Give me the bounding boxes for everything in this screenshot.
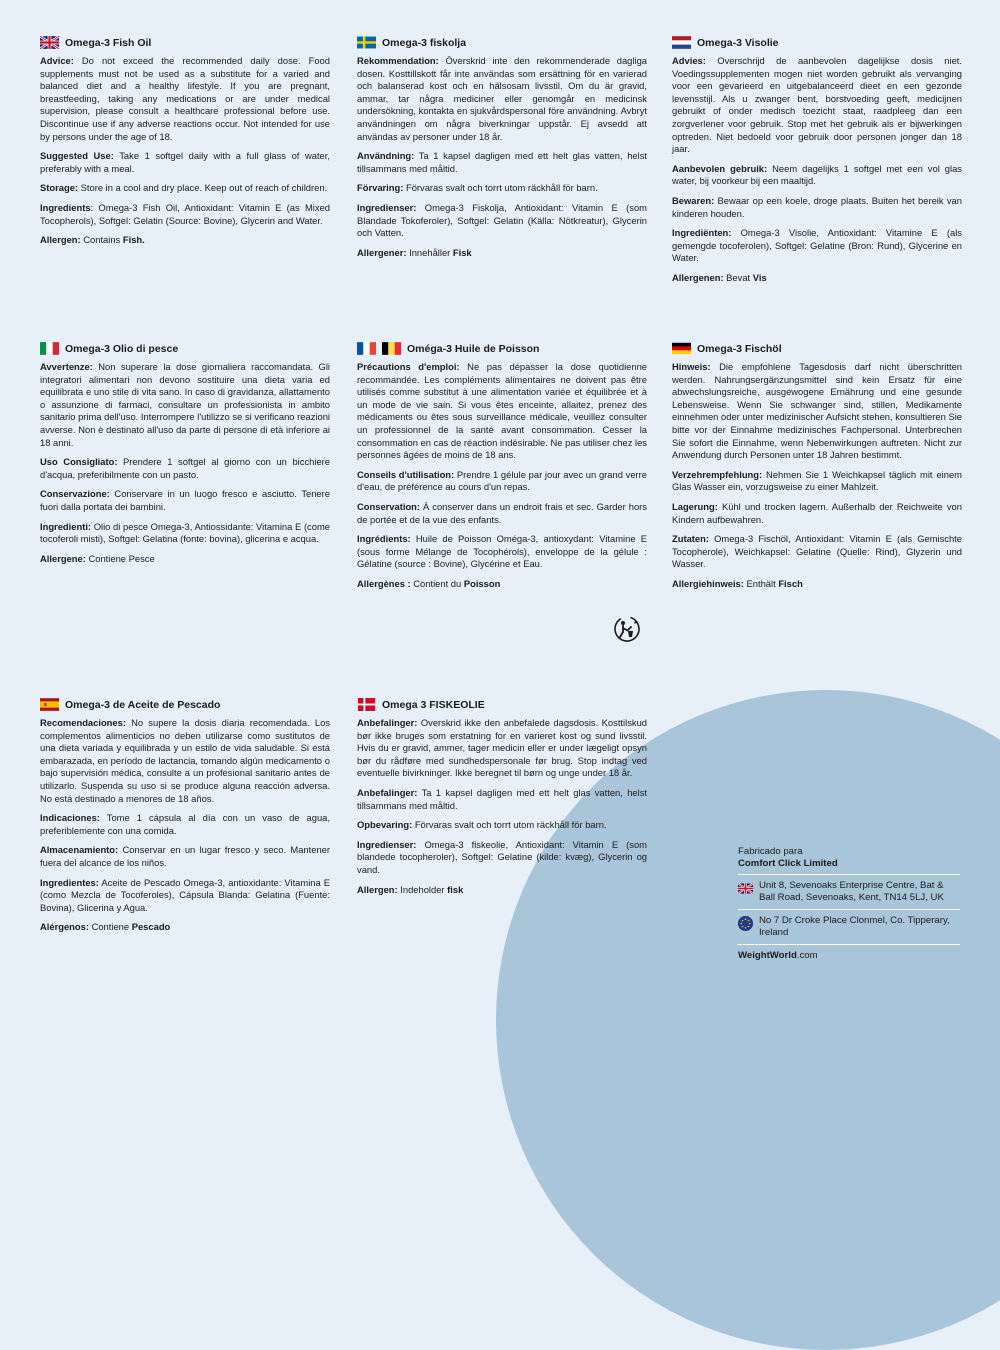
france-flag-icon	[357, 342, 376, 355]
info-text: Conservar en un lugar fresco y seco. Mantener fuera del alcance de los niños.	[40, 844, 330, 868]
info-paragraph	[672, 227, 962, 265]
info-text: Överskrid inte den rekommenderade dagliga dosen. Kosttillskott får inte användas som ersättning för en varierad och balanserad kost och en hälsosam livsstil. Om du är gravid, ammar, tar några mediciner eller genomgår en medicinsk undersökning, kontakta en sjukvårdspersonal före användning. Avbryt användningen om några biverkningar uppstår. Ej avsedd att användas av personer under 18 år.	[357, 55, 647, 142]
info-label: Hinweis:	[672, 361, 711, 372]
info-paragraph	[357, 182, 647, 195]
info-paragraph	[357, 202, 647, 240]
info-label: Ingrediënten:	[672, 227, 732, 239]
info-paragraph	[40, 553, 330, 566]
block-heading	[40, 698, 330, 711]
info-label: Indicaciones:	[40, 812, 100, 824]
block-rows	[357, 55, 647, 259]
info-paragraph	[40, 55, 330, 143]
germany-flag-icon	[672, 342, 691, 355]
info-label: Allergen:	[357, 883, 398, 895]
info-text: Bevat	[723, 271, 753, 283]
info-text: Enthält	[743, 577, 779, 589]
sweden-flag-icon	[357, 36, 376, 49]
info-paragraph	[357, 247, 647, 260]
info-label: Advies:	[672, 55, 706, 66]
allergen-highlight: Fish.	[122, 234, 145, 246]
info-paragraph	[672, 501, 962, 526]
block-title: Oméga-3 Huile de Poisson	[407, 342, 540, 355]
block-nl	[672, 36, 962, 292]
info-label: Ingredients	[40, 201, 91, 213]
info-text: Ne pas dépasser la dose quotidienne recommandée. Les compléments alimentaires ne doivent pas être utilisés comme substitut à une alimentation variée et équilibrée et à un mode de vie sain. Si vous êtes enceinte, allaitez, prenez des médicaments ou êtes sous surveillance médicale, veuillez consulter un professionnel de la santé avant consommation. Cesser la consommation en cas de réaction indésirable. Ne pas utiliser chez les personnes âgées de moins de 18 ans.	[357, 361, 648, 461]
info-label: Allergènes :	[357, 577, 411, 589]
block-rows	[672, 55, 962, 285]
info-label: Conservazione:	[40, 488, 110, 500]
info-label: Allergen:	[40, 234, 81, 246]
block-title: Omega-3 Fischöl	[697, 342, 782, 355]
uk-flag-icon	[40, 36, 59, 49]
allergen-highlight: Fisch	[778, 577, 803, 589]
block-heading	[40, 36, 330, 49]
info-paragraph	[672, 272, 962, 285]
info-text: Omega-3 Visolie, Antioxidant: Vitamine E (als gemengde tocoferolen), Softgel: Gelatine (Bron: Rund), Glycerine en Water.	[672, 227, 962, 264]
block-heading	[357, 36, 647, 49]
info-paragraph	[357, 55, 647, 143]
info-paragraph	[357, 533, 647, 571]
info-text: Conservare in un luogo fresco e asciutto. Tenere fuori dalla portata dei bambini.	[40, 488, 330, 512]
info-paragraph	[40, 521, 330, 546]
info-text: Olio di pesce Omega-3, Antiossidante: Vitamina E (come tocoferoli misti), Softgel: Gelatina (fonte: bovina), glicerina e acqua.	[40, 520, 330, 545]
info-label: Lagerung:	[672, 500, 718, 512]
info-paragraph	[40, 361, 330, 449]
info-paragraph	[672, 578, 962, 591]
info-label: Allergener:	[357, 246, 407, 258]
info-paragraph	[40, 812, 330, 837]
info-text: Omega-3 Fiskolja, Antioxidant: Vitamin E (som Blandade Tokoferoler), Softgel: Gelatin (Källa: Nötkreatur), Glycerin och Vatten.	[357, 201, 647, 239]
info-paragraph	[40, 456, 330, 481]
block-sv	[357, 36, 647, 266]
info-text: Tome 1 cápsula al día con un vaso de agua, preferiblemente con una comida.	[40, 812, 330, 836]
manufacturer-info	[738, 846, 960, 962]
info-text: Die empfohlene Tagesdosis darf nicht überschritten werden. Nahrungsergänzungsmittel sind kein Ersatz für eine abwechslungsreiche, ausgewogene Ernährung und eine gesunde Lebensweise. Wenn Sie schwanger sind, stillen, Medikamente einnehmen oder unter medizinischer Aufsicht stehen, konsultieren Sie bitte vor der Einnahme medizinisches Fachpersonal. Unterbrechen Sie sofort die Einnahme, wenn Nebenwirkungen auftreten. Nicht zur Anwendung durch Personen unter 18 Jahren bestimmt.	[672, 361, 962, 461]
info-text: À conserver dans un endroit frais et sec. Garder hors de portée et de la vue des enfants.	[357, 500, 647, 525]
block-it	[40, 342, 330, 572]
info-text: Huile de Poisson Oméga-3, antioxydant: Vitamine E (sous forme Mélange de Tocophérols), enveloppe de la gélule : Gélatine (source : Bovine), Glycérine et Eau.	[357, 533, 647, 570]
info-paragraph	[357, 469, 647, 494]
eu-address-row	[738, 909, 960, 944]
info-label: Suggested Use:	[40, 150, 114, 162]
info-text: Omega-3 Fischöl, Antioxidant: Vitamin E (als Gemischte Tocopherole), Weichkapsel: Gelatine (Quelle: Rind), Glyzerin und Wasser.	[672, 533, 962, 570]
info-label: Conseils d'utilisation:	[357, 468, 455, 480]
allergen-highlight: Pescado	[131, 921, 171, 933]
info-label: Ingrédients:	[357, 533, 411, 545]
info-text: Aceite de Pescado Omega-3, antioxidante: Vitamina E (como Mezcla de Tocoferoles), Cápsula Blanda: Gelatina (Fuente: Bovina), Glicerina y Agua.	[40, 876, 330, 913]
block-title: Omega 3 FISKEOLIE	[382, 698, 485, 711]
info-text: Ta 1 kapsel dagligen med ett helt glas vatten, helst tillsammans med måltid.	[357, 150, 647, 174]
info-text: Overschrijd de aanbevolen dagelijkse dosis niet. Voedingssupplementen mogen niet worden gebruikt als vervanging voor een gevarieerd en uitgebalanceerd dieet en een gezonde levensstijl. Als u zwanger bent, borstvoeding geeft, medicijnen gebruikt of onder medisch toezicht staat, raadpleeg dan een zorgverlener voor gebruik. Stop met het gebruik als er bijwerkingen optreden. Niet bedoeld voor gebruik door personen jonger dan 18 jaar.	[672, 55, 962, 155]
info-label: Anbefalinger:	[357, 717, 418, 728]
block-heading	[672, 342, 962, 355]
info-label: Conservation:	[357, 500, 421, 512]
block-rows	[40, 55, 330, 247]
info-paragraph	[40, 488, 330, 513]
info-label: Précautions d'emploi:	[357, 361, 460, 372]
block-heading	[40, 342, 330, 355]
block-title: Omega-3 Olio di pesce	[65, 342, 179, 355]
info-paragraph	[357, 150, 647, 175]
info-text: Overskrid ikke den anbefalede dagsdosis. Kosttilskud bør ikke bruges som erstatning for en varieret kost og sund livsstil. Hvis du er gravid, ammer, tager medicin eller er under lægeligt opsyn bør du rådføre med sundhedspersonale før brug. Stop indtag ved eventuelle bivirkninger. Ikke beregnet til børn og unge under 18 år.	[357, 717, 647, 779]
block-rows	[357, 717, 647, 896]
denmark-flag-icon	[357, 698, 376, 711]
info-label: Ingredienti:	[40, 520, 92, 532]
info-label: Recomendaciones:	[40, 717, 126, 728]
info-text: Innehåller	[406, 246, 453, 258]
uk-address-row	[738, 874, 960, 909]
info-text: Förvaras svalt och torrt utom räckhåll för barn.	[403, 182, 598, 194]
block-heading	[357, 698, 647, 711]
block-heading	[672, 36, 962, 49]
block-heading	[357, 342, 647, 355]
info-text: Ta 1 kapsel dagligen med ett helt glas vatten, helst tillsammans med måltid.	[357, 786, 647, 811]
info-paragraph	[40, 202, 330, 227]
netherlands-flag-icon	[672, 36, 691, 49]
info-paragraph	[357, 578, 647, 591]
info-paragraph	[672, 469, 962, 494]
block-da	[357, 698, 647, 903]
info-text: Förvaras svalt och torrt utom räckhåll för barn.	[412, 819, 607, 831]
info-label: Aanbevolen gebruik:	[672, 162, 768, 174]
info-paragraph	[357, 501, 647, 526]
info-text: Neem dagelijks 1 softgel met een vol glas water, bij voorkeur bij een maaltijd.	[672, 162, 962, 187]
block-fr	[357, 342, 647, 598]
info-label: Zutaten:	[672, 533, 709, 545]
recycle-bin-icon	[612, 614, 642, 644]
info-text: : Omega-3 Fish Oil, Antioxidant: Vitamin E (as Mixed Tocopherols), Softgel: Gelatin (Source: Bovine), Glycerin and Water.	[40, 201, 330, 226]
made-for-label: Fabricado para	[738, 846, 803, 857]
info-label: Användning:	[357, 150, 415, 162]
info-label: Allergenen:	[672, 271, 724, 283]
info-text: Take 1 softgel daily with a full glass of water, preferably with a meal.	[40, 150, 330, 174]
block-de	[672, 342, 962, 598]
info-paragraph	[357, 717, 647, 780]
info-label: Ingredienser:	[357, 201, 417, 213]
info-text: Contiene Pesce	[85, 552, 155, 564]
info-label: Allergiehinweis:	[672, 577, 744, 589]
allergen-highlight: Poisson	[463, 577, 501, 589]
info-text: Contiene	[88, 921, 132, 933]
info-paragraph	[672, 533, 962, 571]
info-paragraph	[672, 195, 962, 220]
info-paragraph	[357, 361, 647, 462]
info-text: Do not exceed the recommended daily dose. Food supplements must not be used as a substitute for a varied and balanced diet and a healthy lifestyle. If you are pregnant, breastfeeding, taking any medications or are under medical supervision, please consult a healthcare professional before use. Discontinue use if any adverse reactions occur. Not intended for use by persons under the age of 18.	[40, 55, 330, 142]
info-label: Alérgenos:	[40, 921, 89, 933]
info-text: Bewaar op een koele, droge plaats. Buiten het bereik van kinderen houden.	[672, 194, 962, 219]
info-paragraph	[40, 877, 330, 915]
info-text: Prendere 1 softgel al giorno con un bicchiere d'acqua, preferibilmente con un pasto.	[40, 456, 330, 480]
info-text: Omega-3 fiskeolie, Antioxidant: Vitamin E (som blandede tocopheroler), Softgel: Gelatine (kilde: kvæg), Glycerin og vand.	[357, 838, 647, 875]
uk-address: Unit 8, Sevenoaks Enterprise Centre, Bat & Ball Road, Sevenoaks, Kent, TN14 5LJ, UK	[759, 880, 944, 903]
info-paragraph	[40, 150, 330, 175]
block-es	[40, 698, 330, 941]
info-paragraph	[40, 182, 330, 195]
info-text: Non superare la dose giornaliera raccomandata. Gli integratori alimentari non devono sostituire una dieta varia ed equilibrata e uno stile di vita sano. In caso di gravidanza, allattamento o assunzione di farmaci, consultare un professionista in ambito sanitario prima dell'uso. Interrompere l'utilizzo se si verificano reazioni avverse. Non è destinato all'uso da parte di persone di età inferiore ai 18 anni.	[40, 361, 330, 448]
info-text: Kühl und trocken lagern. Außerhalb der Reichweite von Kindern aufbewahren.	[672, 500, 962, 525]
block-title: Omega-3 Fish Oil	[65, 36, 152, 49]
info-text: Contains	[80, 234, 123, 246]
info-text: Prendre 1 gélule par jour avec un grand verre d'eau, de préférence au cours d'un repas.	[357, 468, 648, 493]
italy-flag-icon	[40, 342, 59, 355]
info-label: Opbevaring:	[357, 819, 413, 831]
info-label: Anbefalinger:	[357, 786, 418, 798]
info-paragraph	[357, 839, 647, 877]
info-label: Förvaring:	[357, 182, 404, 194]
website-brand: WeightWorld	[738, 950, 797, 961]
info-paragraph	[672, 163, 962, 188]
info-paragraph	[40, 717, 330, 805]
info-paragraph	[672, 361, 962, 462]
uk-flag-icon	[738, 883, 753, 894]
info-label: Rekommendation:	[357, 55, 439, 66]
info-text: Indeholder	[397, 883, 448, 895]
block-title: Omega-3 Visolie	[697, 36, 779, 49]
info-paragraph	[357, 884, 647, 897]
info-paragraph	[357, 819, 647, 832]
info-label: Ingredientes:	[40, 876, 99, 888]
info-label: Storage:	[40, 182, 79, 194]
spain-flag-icon	[40, 698, 59, 711]
info-text: Nehmen Sie 1 Weichkapsel täglich mit einem Glas Wasser ein, vorzugsweise zu einer Mahlzeit.	[672, 468, 962, 493]
block-title: Omega-3 de Aceite de Pescado	[65, 698, 221, 711]
block-rows	[672, 361, 962, 591]
info-label: Almacenamiento:	[40, 844, 119, 856]
info-label: Allergene:	[40, 552, 86, 564]
info-paragraph	[672, 55, 962, 156]
eu-address: No 7 Dr Croke Place Clonmel, Co. Tipperary, Ireland	[759, 915, 950, 938]
belgium-flag-icon	[382, 342, 401, 355]
allergen-highlight: Fisk	[452, 246, 472, 258]
info-label: Verzehrempfehlung:	[672, 468, 763, 480]
info-label: Ingredienser:	[357, 838, 417, 850]
info-text: Store in a cool and dry place. Keep out of reach of children.	[78, 182, 328, 194]
info-paragraph	[40, 844, 330, 869]
block-title: Omega-3 fiskolja	[382, 36, 467, 49]
block-en	[40, 36, 330, 254]
block-rows	[40, 717, 330, 934]
info-text: Contient du	[410, 577, 464, 589]
block-rows	[357, 361, 647, 591]
info-paragraph	[40, 921, 330, 934]
website[interactable]	[738, 944, 960, 962]
allergen-highlight: Vis	[752, 271, 767, 283]
info-text: No supere la dosis diaria recomendada. Los complementos alimenticios no deben utilizarse como sustitutos de una dieta variada y equilibrada y un estilo de vida saludable. Si está embarazada, en período de lactancia, tomando algún medicamento o bajo supervisión médica, consulte a un profesional sanitario antes de utilizarlo. Suspenda su uso si se produce alguna reacción adversa. No está destinado a menores de 18 años.	[40, 717, 330, 804]
website-domain: .com	[796, 950, 818, 961]
info-label: Avvertenze:	[40, 361, 93, 372]
info-paragraph	[40, 234, 330, 247]
info-label: Advice:	[40, 55, 74, 66]
eu-flag-icon	[738, 916, 753, 931]
allergen-highlight: fisk	[447, 883, 464, 895]
info-label: Bewaren:	[672, 194, 715, 206]
info-paragraph	[357, 787, 647, 812]
company-name: Comfort Click Limited	[738, 858, 838, 869]
block-rows	[40, 361, 330, 565]
info-label: Uso Consigliato:	[40, 456, 118, 468]
